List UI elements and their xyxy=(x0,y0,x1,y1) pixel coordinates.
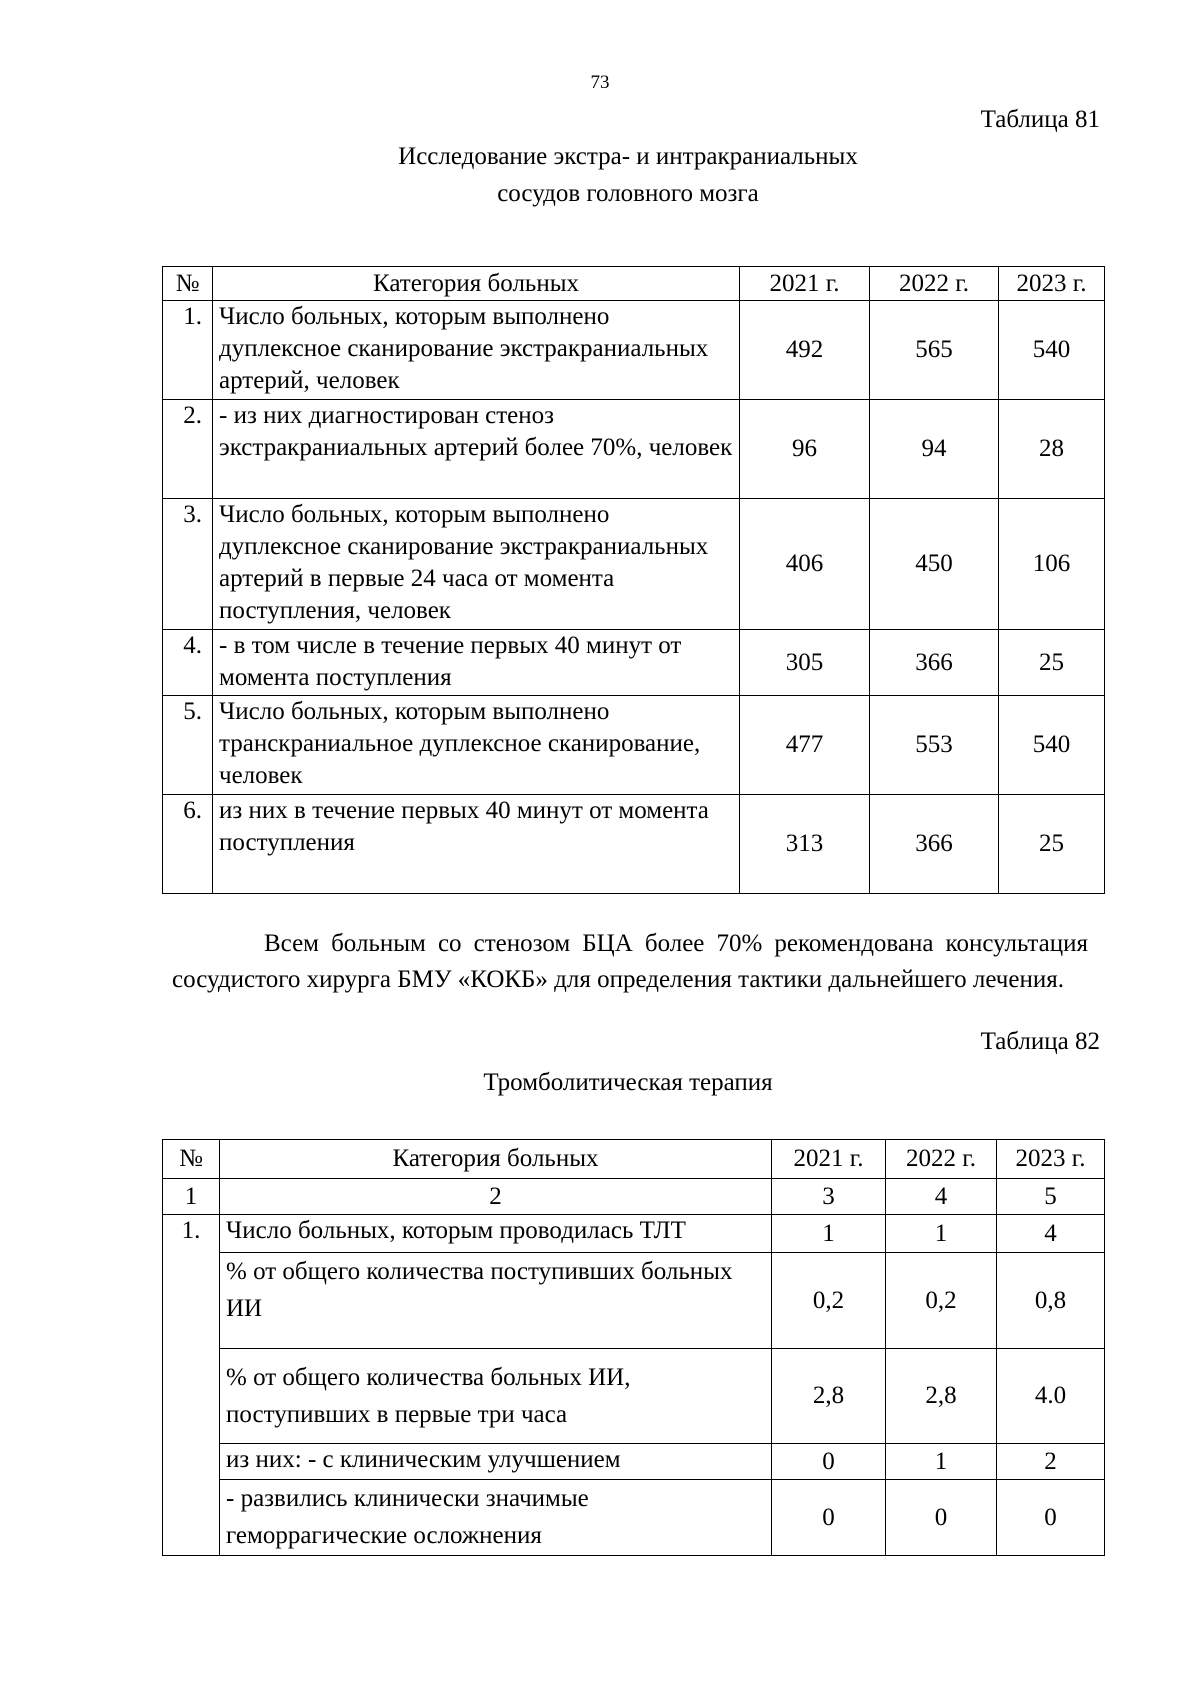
table-row xyxy=(163,400,1105,499)
index-cell: 4 xyxy=(886,1179,997,1215)
row-category: Число больных, которым выполнено транскраниальное дуплексное сканирование, человек xyxy=(213,696,740,795)
row-category: - развились клинически значимые геморрагические осложнения xyxy=(220,1480,772,1556)
value-2023: 106 xyxy=(999,499,1105,630)
value-2022: 565 xyxy=(870,301,999,400)
value-2022: 1 xyxy=(886,1215,997,1253)
row-number: 2. xyxy=(163,400,213,499)
value-2023: 540 xyxy=(999,696,1105,795)
value-2021: 0,2 xyxy=(772,1253,886,1349)
table82-header-category: Категория больных xyxy=(220,1140,772,1179)
value-2021: 1 xyxy=(772,1215,886,1253)
value-2023: 25 xyxy=(999,795,1105,894)
row-category: Число больных, которым проводилась ТЛТ xyxy=(220,1215,772,1253)
table81-title-line1: Исследование экстра- и интракраниальных xyxy=(398,143,858,170)
value-2021: 0 xyxy=(772,1444,886,1480)
value-2021: 406 xyxy=(740,499,870,630)
table82-header-2022: 2022 г. xyxy=(886,1140,997,1179)
table82-index-row xyxy=(163,1179,1105,1215)
value-2021: 313 xyxy=(740,795,870,894)
value-2023: 2 xyxy=(997,1444,1105,1480)
value-2022: 553 xyxy=(870,696,999,795)
table82-title: Тромболитическая терапия xyxy=(483,1069,773,1096)
table82-header-2023: 2023 г. xyxy=(997,1140,1105,1179)
value-2022: 94 xyxy=(870,400,999,499)
table81-header-row xyxy=(163,267,1105,301)
table82-header-num: № xyxy=(163,1140,220,1179)
row-category: из них: - с клиническим улучшением xyxy=(220,1444,772,1480)
value-2022: 0,2 xyxy=(886,1253,997,1349)
row-number: 5. xyxy=(163,696,213,795)
row-number: 3. xyxy=(163,499,213,630)
value-2021: 305 xyxy=(740,630,870,696)
table81-header-num: № xyxy=(163,267,213,301)
row-category: % от общего количества поступивших больных ИИ xyxy=(220,1253,772,1349)
value-2021: 96 xyxy=(740,400,870,499)
row-number: 1. xyxy=(163,1215,220,1556)
table81-title-line2: сосудов головного мозга xyxy=(497,180,759,207)
table-row xyxy=(163,1253,1105,1349)
value-2021: 2,8 xyxy=(772,1349,886,1444)
value-2022: 450 xyxy=(870,499,999,630)
row-category: Число больных, которым выполнено дуплексное сканирование экстракраниальных артерий, человек xyxy=(213,301,740,400)
value-2021: 0 xyxy=(772,1480,886,1556)
row-category: - из них диагностирован стеноз экстракраниальных артерий более 70%, человек xyxy=(213,400,740,499)
row-number: 6. xyxy=(163,795,213,894)
index-cell: 1 xyxy=(163,1179,220,1215)
table-row xyxy=(163,1349,1105,1444)
value-2023: 25 xyxy=(999,630,1105,696)
table-row xyxy=(163,1480,1105,1556)
row-category: - в том числе в течение первых 40 минут от момента поступления xyxy=(213,630,740,696)
index-cell: 2 xyxy=(220,1179,772,1215)
table81-title xyxy=(0,138,1200,212)
value-2022: 0 xyxy=(886,1480,997,1556)
value-2021: 492 xyxy=(740,301,870,400)
row-category: % от общего количества больных ИИ, поступивших в первые три часа xyxy=(220,1349,772,1444)
table81-header-category: Категория больных xyxy=(213,267,740,301)
table82-header-2021: 2021 г. xyxy=(772,1140,886,1179)
value-2023: 4.0 xyxy=(997,1349,1105,1444)
table-row xyxy=(163,630,1105,696)
table82-label: Таблица 82 xyxy=(980,1028,1100,1055)
table-row xyxy=(163,1444,1105,1480)
value-2022: 366 xyxy=(870,630,999,696)
value-2023: 4 xyxy=(997,1215,1105,1253)
value-2022: 2,8 xyxy=(886,1349,997,1444)
value-2022: 1 xyxy=(886,1444,997,1480)
value-2021: 477 xyxy=(740,696,870,795)
value-2023: 540 xyxy=(999,301,1105,400)
table81-header-2023: 2023 г. xyxy=(999,267,1105,301)
table81-header-2022: 2022 г. xyxy=(870,267,999,301)
row-number: 4. xyxy=(163,630,213,696)
index-cell: 5 xyxy=(997,1179,1105,1215)
value-2023: 0,8 xyxy=(997,1253,1105,1349)
row-category: Число больных, которым выполнено дуплексное сканирование экстракраниальных артерий в первые 24 часа от момента поступления, человек xyxy=(213,499,740,630)
body-paragraph: Всем больным со стенозом БЦА более 70% рекомендована консультация сосудистого хирурга БМУ «КОКБ» для определения тактики дальнейшего лечения. xyxy=(172,930,1088,993)
table-row xyxy=(163,301,1105,400)
row-number: 1. xyxy=(163,301,213,400)
value-2022: 366 xyxy=(870,795,999,894)
index-cell: 3 xyxy=(772,1179,886,1215)
table-row xyxy=(163,795,1105,894)
row-category: из них в течение первых 40 минут от момента поступления xyxy=(213,795,740,894)
table-row xyxy=(163,696,1105,795)
table81-header-2021: 2021 г. xyxy=(740,267,870,301)
table82-header-row xyxy=(163,1140,1105,1179)
table82 xyxy=(162,1139,1105,1556)
value-2023: 28 xyxy=(999,400,1105,499)
table-row xyxy=(163,499,1105,630)
table81 xyxy=(162,266,1105,894)
value-2023: 0 xyxy=(997,1480,1105,1556)
table-row xyxy=(163,1215,1105,1253)
page-number: 73 xyxy=(590,72,610,93)
table81-label: Таблица 81 xyxy=(980,106,1100,133)
